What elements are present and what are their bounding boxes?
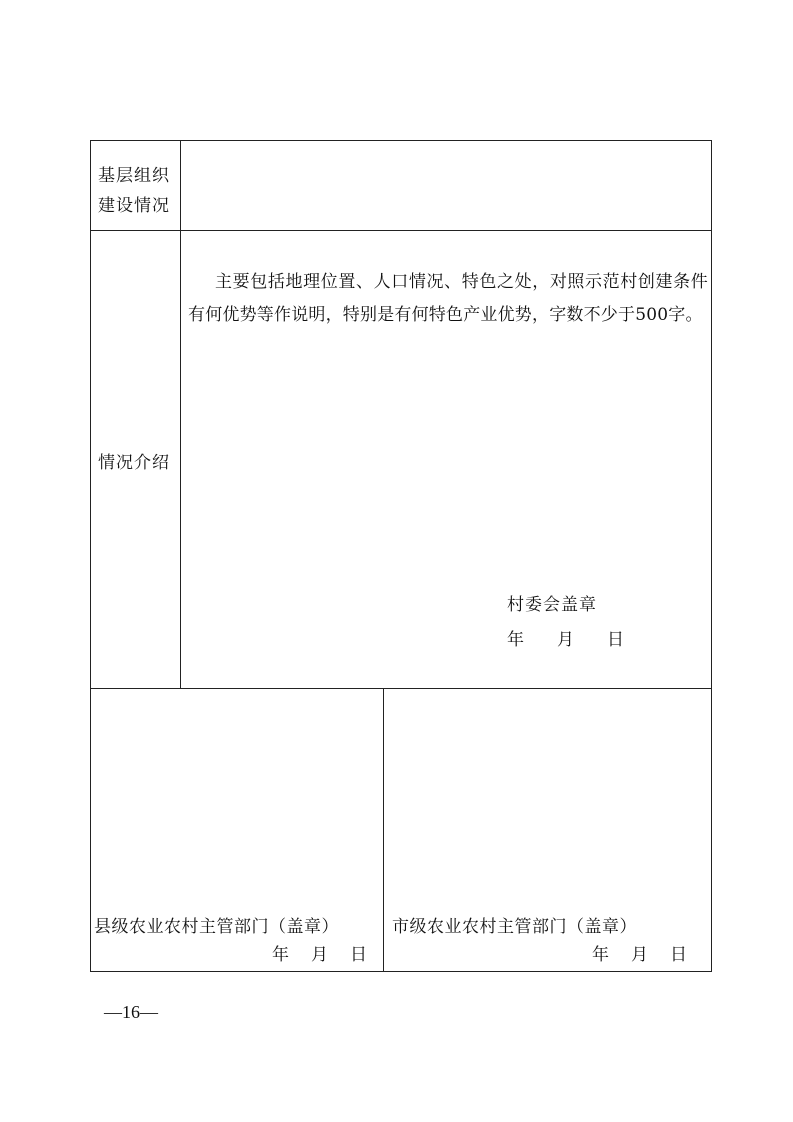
page-number: —16— (104, 1002, 158, 1022)
org-building-label (98, 161, 178, 221)
county-approval-date (272, 940, 367, 965)
date-month: 月 (557, 630, 574, 650)
date-year: 年 (507, 630, 524, 650)
org-building-label-line2: 建设情况 (98, 196, 170, 216)
intro-instruction-text: 主要包括地理位置、人口情况、特色之处，对照示范村创建条件有何优势等作说明，特别是有何特色产业优势，字数不少于500字。 (188, 272, 708, 325)
org-building-label-line1: 基层组织 (98, 166, 170, 186)
village-info-form (90, 140, 712, 689)
county-approval-title: 县级农业农村主管部门（盖章） (94, 917, 339, 937)
date-day: 日 (607, 630, 624, 650)
date-year: 年 (272, 945, 289, 965)
org-building-row (91, 141, 711, 231)
village-committee-stamp-label: 村委会盖章 (507, 595, 597, 615)
date-month: 月 (311, 945, 328, 965)
village-committee-date (507, 625, 624, 650)
org-building-content-cell[interactable] (181, 141, 711, 230)
county-approval-cell[interactable] (91, 689, 384, 971)
date-day: 日 (350, 945, 367, 965)
approval-section (90, 688, 712, 972)
org-building-label-cell (91, 141, 181, 230)
city-approval-date (592, 940, 687, 965)
situation-intro-content-cell[interactable] (181, 230, 711, 688)
date-year: 年 (592, 945, 609, 965)
date-month: 月 (631, 945, 648, 965)
city-approval-cell[interactable] (384, 689, 711, 971)
situation-intro-label: 情况介绍 (98, 453, 170, 473)
situation-intro-row (91, 230, 711, 688)
date-day: 日 (670, 945, 687, 965)
situation-intro-label-cell (91, 230, 181, 688)
city-approval-title: 市级农业农村主管部门（盖章） (392, 917, 637, 937)
